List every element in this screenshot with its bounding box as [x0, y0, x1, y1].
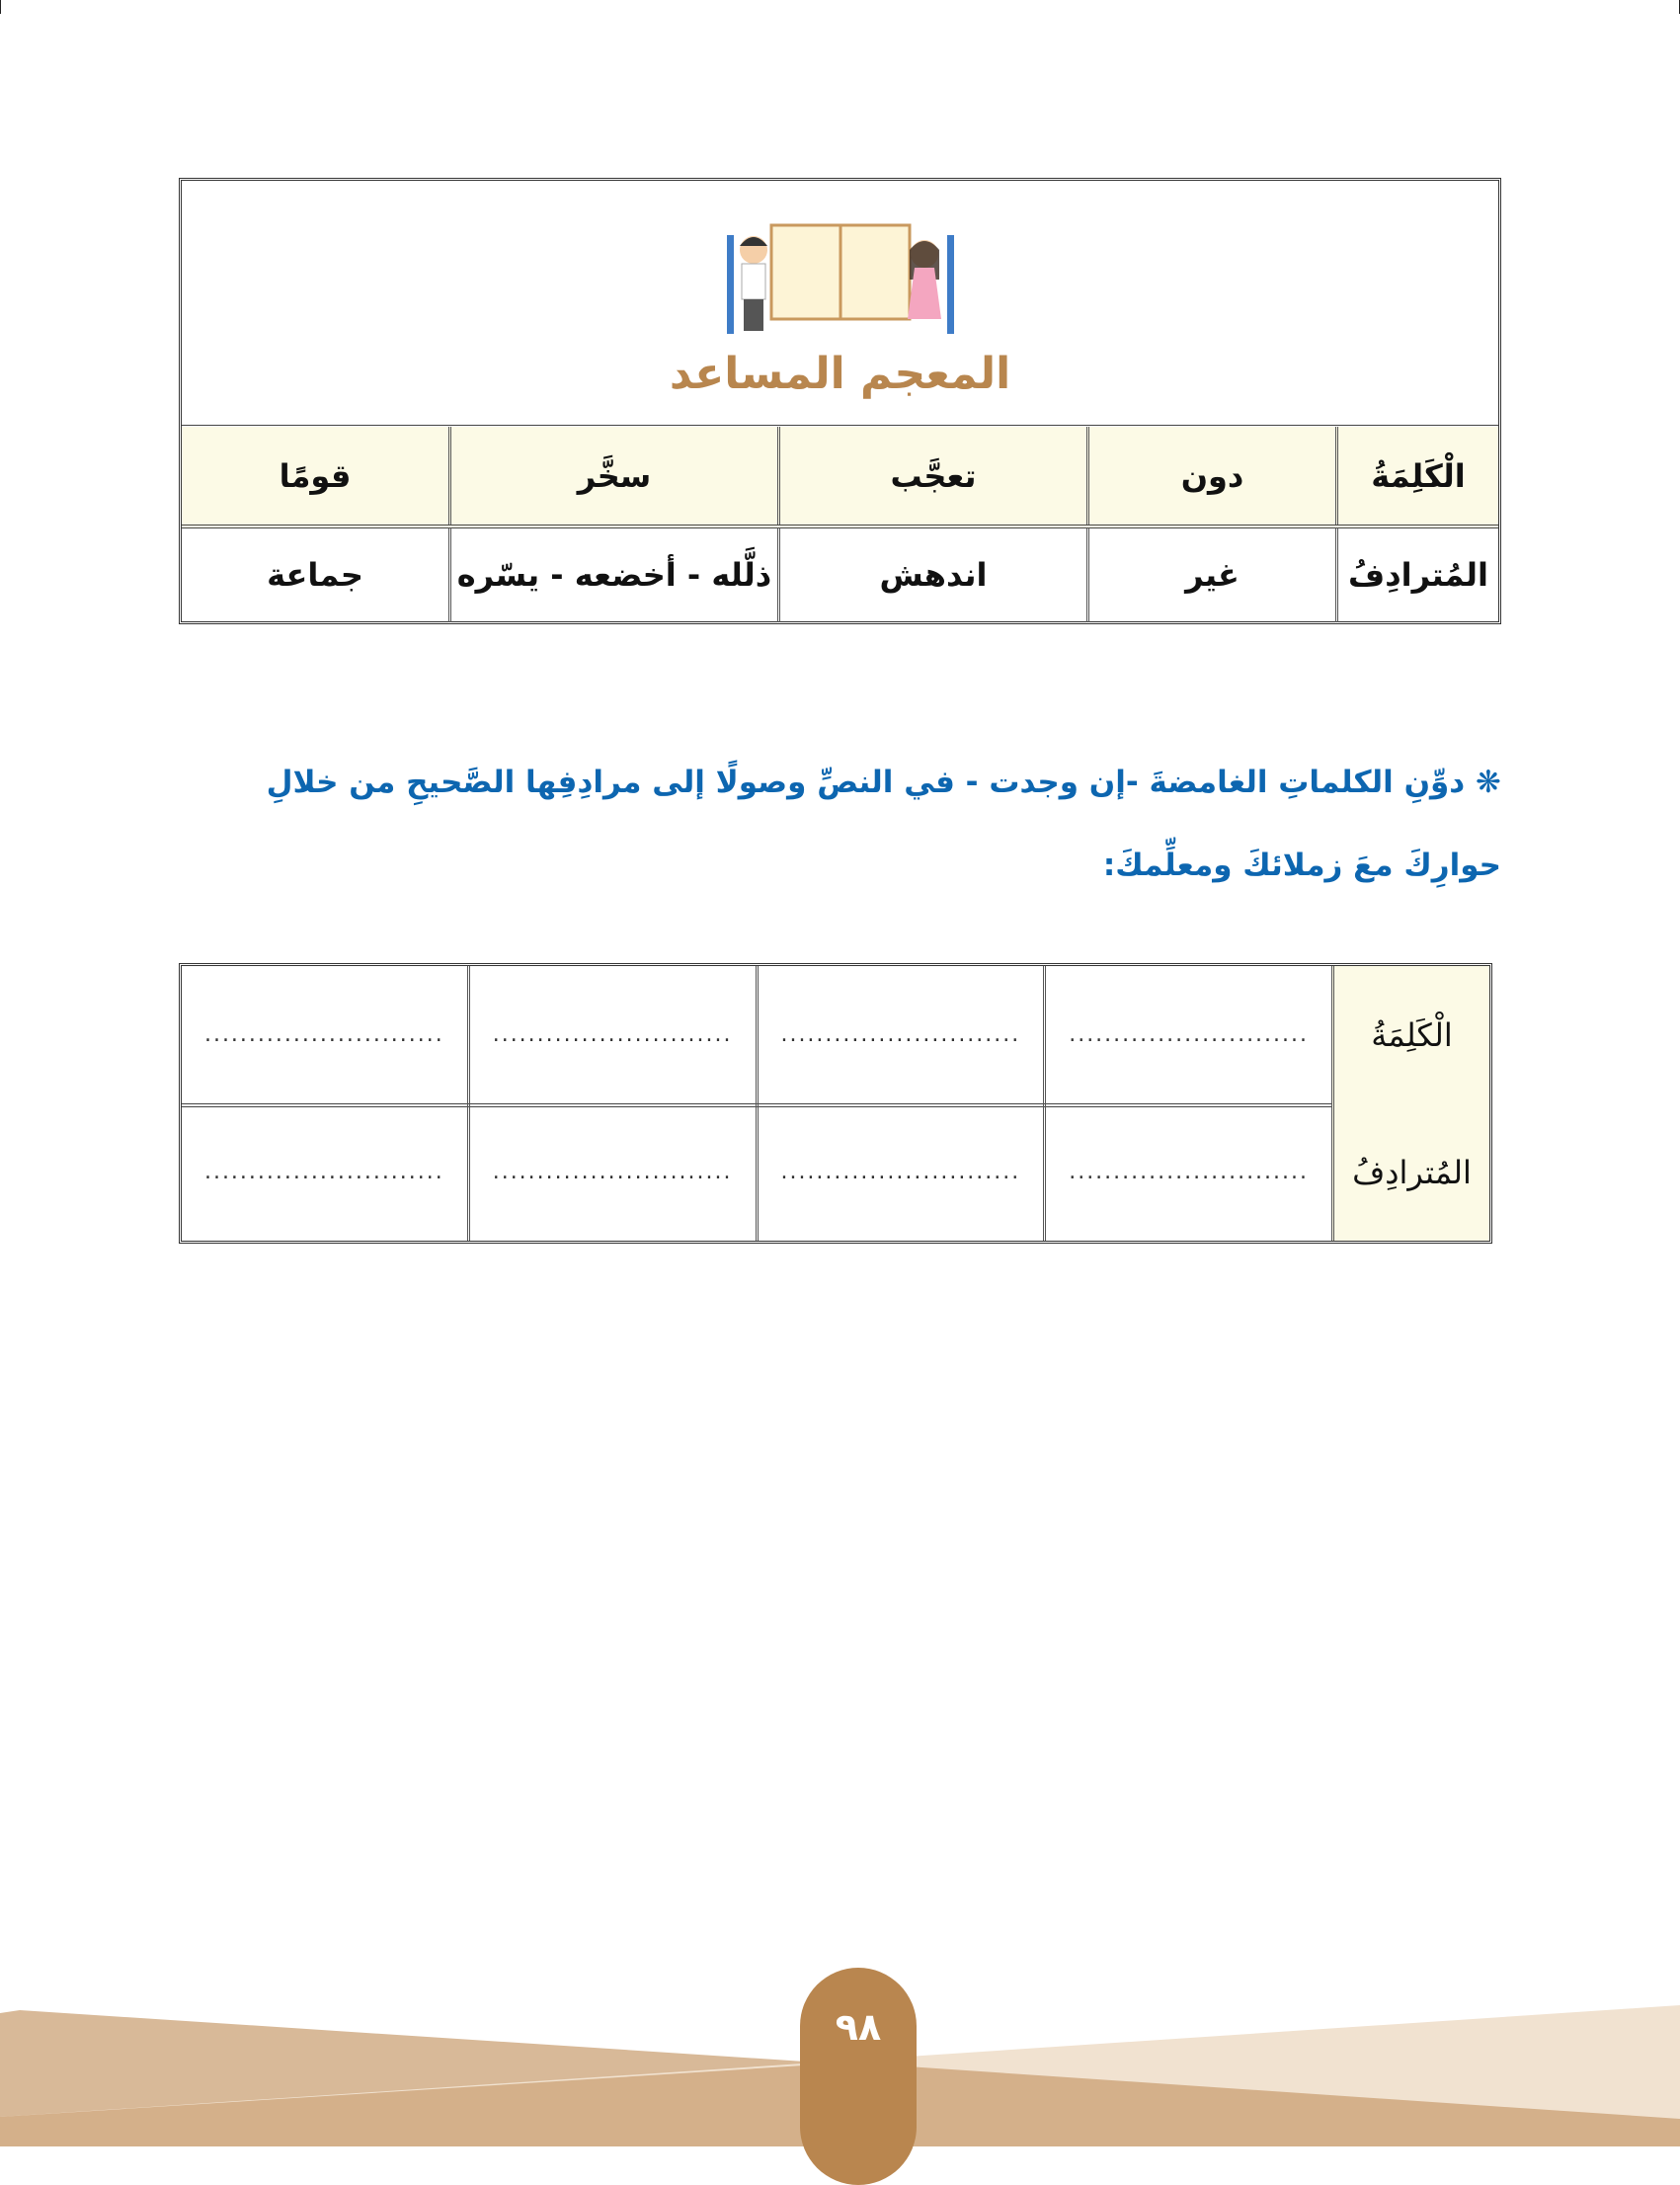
- dictionary-title: المعجم المساعد: [669, 349, 1011, 399]
- blank-field[interactable]: ...........................: [467, 1103, 756, 1241]
- page-number-badge: [800, 1968, 917, 2185]
- word-cell: تعجَّب: [777, 427, 1086, 525]
- row-label-synonym: المُترادِفُ: [1331, 1103, 1489, 1241]
- exercise-word-row: [182, 966, 1489, 1107]
- dictionary-header: [182, 181, 1498, 429]
- row-label-word: الْكَلِمَةُ: [1331, 966, 1489, 1103]
- blank-field[interactable]: ...........................: [203, 1160, 444, 1184]
- exercise-table: [179, 963, 1492, 1244]
- kids-book-illustration: [722, 220, 959, 339]
- synonym-row: [182, 527, 1498, 622]
- word-cell: قومًا: [279, 456, 352, 495]
- word-cell: دون: [1086, 427, 1335, 525]
- instruction-body: دوِّنِ الكلماتِ الغامضةَ -إن وجدت - في النصِّ وصولًا إلى مرادِفِها الصَّحيحِ من خلالِ حوارِكَ معَ زملائكَ ومعلِّمكَ:: [266, 765, 1501, 883]
- page-number: ٩٨: [835, 2005, 882, 2049]
- row-label-synonym: المُترادِفُ: [1335, 527, 1498, 622]
- crop-mark: [0, 0, 1, 14]
- helper-dictionary-table: [179, 178, 1501, 624]
- synonym-cell: غير: [1086, 527, 1335, 622]
- blank-field[interactable]: ...........................: [467, 966, 756, 1103]
- synonym-cell: اندهش: [777, 527, 1086, 622]
- word-row: [182, 427, 1498, 528]
- synonym-cell: ذلَّله - أخضعه - يسّره: [448, 527, 777, 622]
- asterisk-icon: ❋: [1476, 765, 1501, 800]
- exercise-synonym-row: [182, 1103, 1489, 1241]
- blank-field[interactable]: ...........................: [1043, 966, 1331, 1103]
- word-cell: سخَّر: [448, 427, 777, 525]
- blank-field[interactable]: ...........................: [1043, 1103, 1331, 1241]
- blank-field[interactable]: ...........................: [756, 1103, 1044, 1241]
- instruction-text: [217, 741, 1501, 907]
- row-label-word: الْكَلِمَةُ: [1335, 427, 1498, 525]
- blank-field[interactable]: ...........................: [756, 966, 1044, 1103]
- blank-field[interactable]: ...........................: [203, 1022, 444, 1047]
- synonym-cell: جماعة: [267, 556, 363, 594]
